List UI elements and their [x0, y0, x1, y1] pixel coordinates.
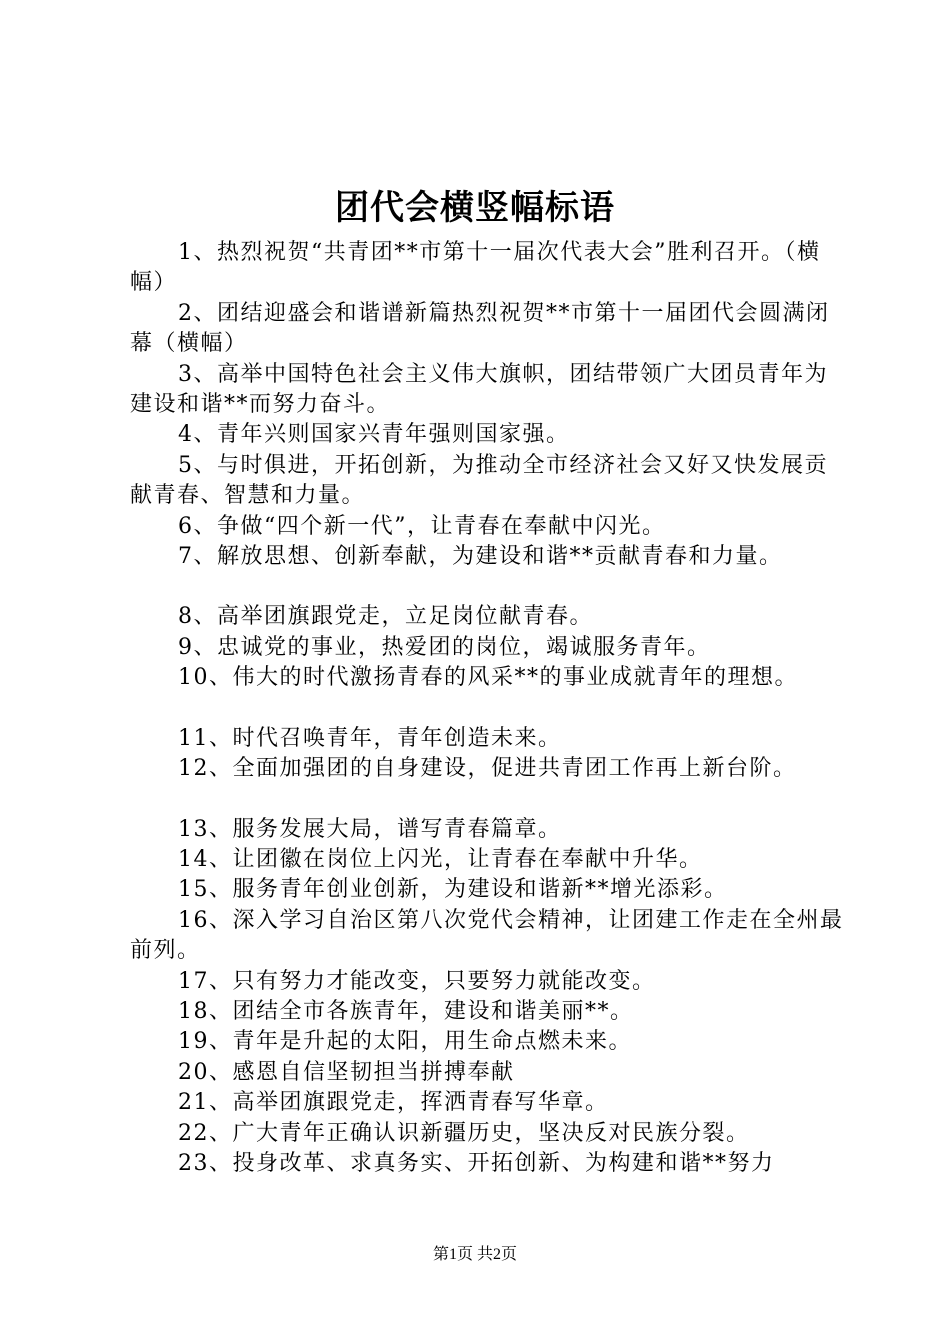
document-body [130, 238, 850, 1179]
paragraph-17: 17、只有努力才能改变，只要努力就能改变。 [178, 968, 656, 994]
paragraph-7: 7、解放思想、创新奉献，为建设和谐**贡献青春和力量。 [178, 544, 783, 570]
paragraph-20: 20、感恩自信坚韧担当拼搏奉献 [178, 1059, 515, 1085]
blank-line [130, 785, 850, 815]
blank-line [130, 694, 850, 724]
page-footer: 第1页 共2页 [432, 1246, 517, 1263]
paragraph-8: 8、高举团旗跟党走，立足岗位献青春。 [178, 604, 593, 630]
paragraph-4: 4、青年兴则国家兴青年强则国家强。 [178, 422, 570, 448]
paragraph-12: 12、全面加强团的自身建设，促进共青团工作再上新台阶。 [178, 756, 797, 782]
paragraph-14: 14、让团徽在岗位上闪光，让青春在奉献中升华。 [178, 846, 703, 872]
paragraph-21: 21、高举团旗跟党走，挥洒青春写华章。 [178, 1090, 609, 1116]
paragraph-13: 13、服务发展大局，谱写青春篇章。 [178, 816, 562, 842]
paragraph-16: 16、深入学习自治区第八次党代会精神，让团建工作走在全州最前列。 [130, 907, 844, 964]
paragraph-23: 23、投身改革、求真务实、开拓创新、为构建和谐**努力 [178, 1150, 775, 1176]
paragraph-19: 19、青年是升起的太阳，用生命点燃未来。 [178, 1029, 632, 1055]
paragraph-15: 15、服务青年创业创新，为建设和谐新**增光添彩。 [178, 877, 728, 903]
paragraph-1: 1、热烈祝贺“共青团**市第十一届次代表大会”胜利召开。（横幅） [130, 240, 821, 296]
paragraph-9: 9、忠诚党的事业，热爱团的岗位，竭诚服务青年。 [178, 634, 711, 660]
blank-line [130, 572, 850, 602]
page-title: 团代会横竖幅标语 [335, 188, 615, 228]
paragraph-3: 3、高举中国特色社会主义伟大旗帜，团结带领广大团员青年为建设和谐**而努力奋斗。 [130, 361, 828, 418]
paragraph-5: 5、与时俱进，开拓创新，为推动全市经济社会又好又快发展贡献青春、智慧和力量。 [130, 452, 828, 509]
paragraph-11: 11、时代召唤青年，青年创造未来。 [178, 725, 562, 751]
paragraph-18: 18、团结全市各族青年，建设和谐美丽**。 [178, 998, 634, 1024]
paragraph-2: 2、团结迎盛会和谐谱新篇热烈祝贺**市第十一届团代会圆满闭幕（横幅） [130, 300, 830, 357]
paragraph-22: 22、广大青年正确认识新疆历史，坚决反对民族分裂。 [178, 1120, 750, 1146]
paragraph-10: 10、伟大的时代激扬青春的风采**的事业成就青年的理想。 [178, 665, 798, 691]
paragraph-6: 6、争做“四个新一代”，让青春在奉献中闪光。 [178, 513, 666, 539]
